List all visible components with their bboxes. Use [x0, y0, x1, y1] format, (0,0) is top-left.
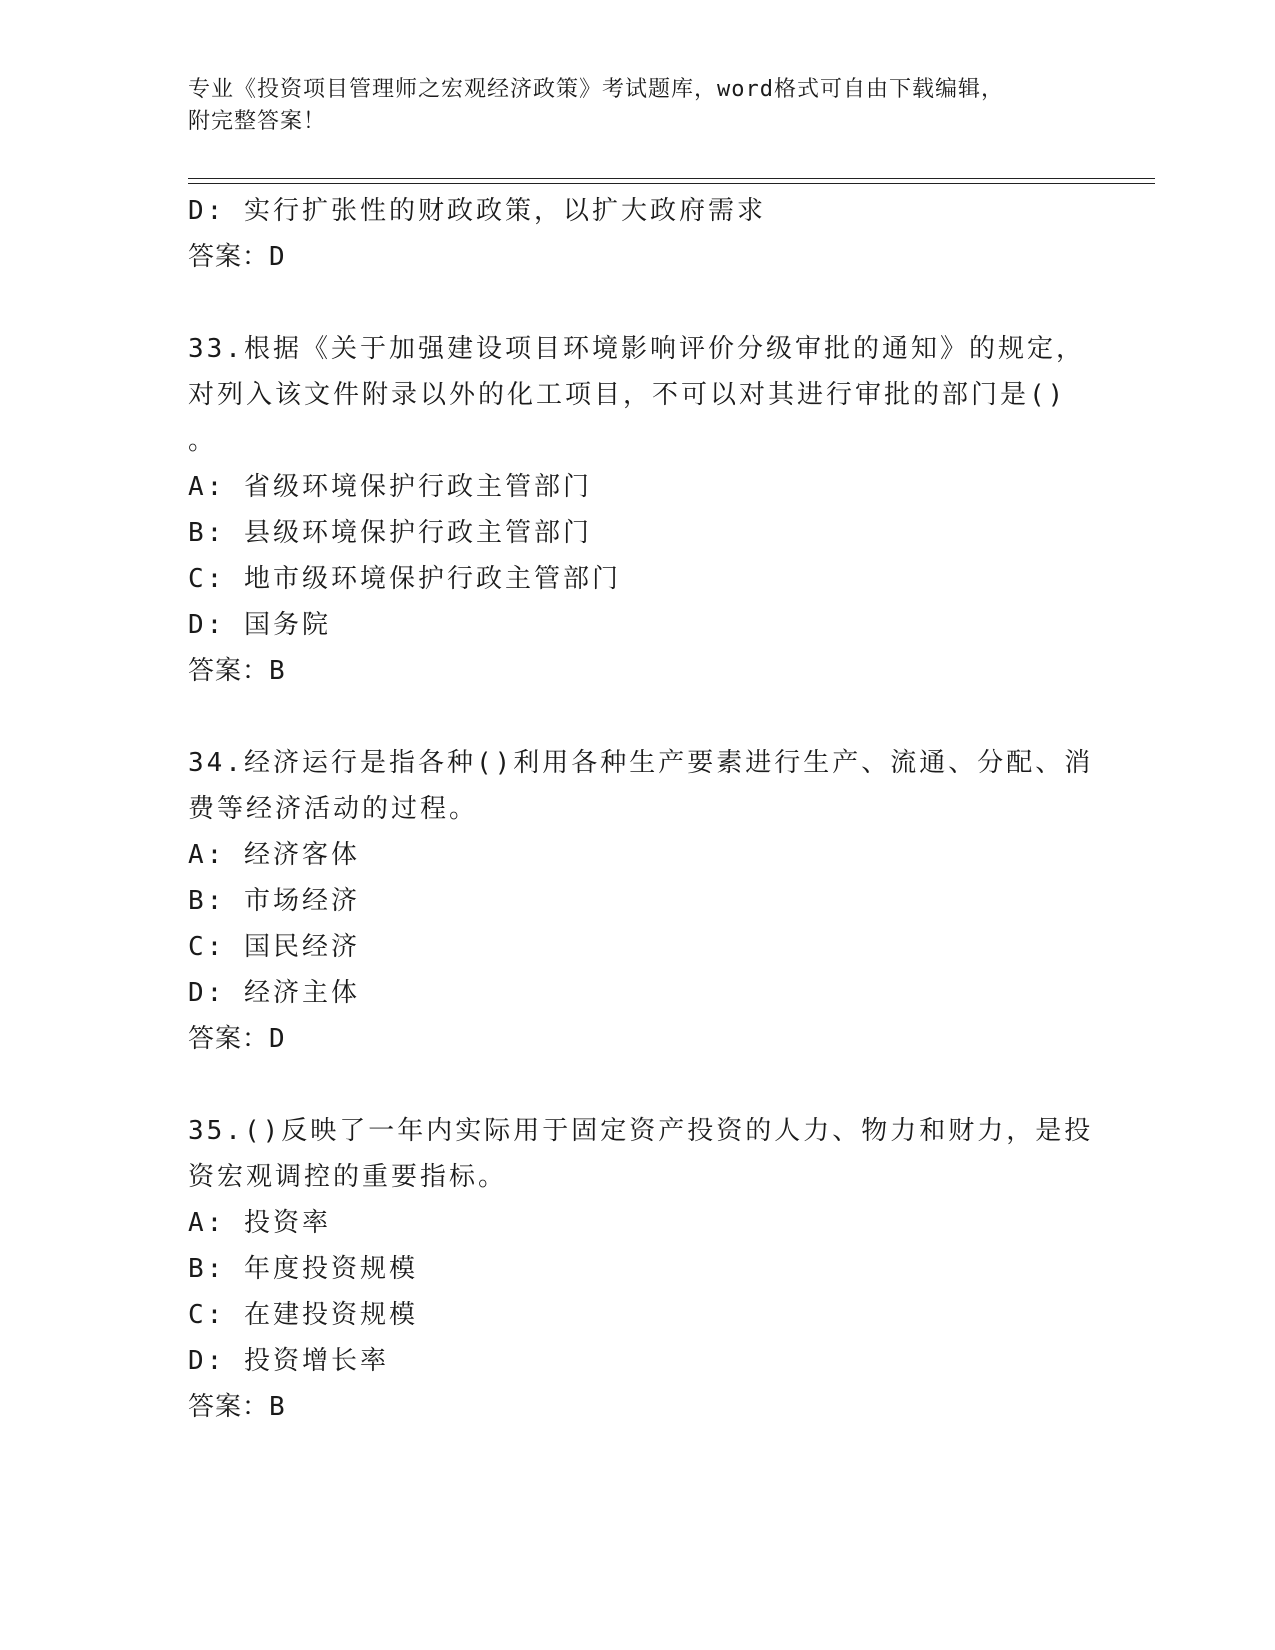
- option-d: D: 经济主体: [188, 978, 360, 1008]
- question-33: [188, 326, 1088, 694]
- question-content: [188, 188, 1094, 1430]
- question-34: [188, 740, 1094, 1062]
- question-text-line: 35.()反映了一年内实际用于固定资产投资的人力、物力和财力，是投: [188, 1116, 1094, 1146]
- option-a: A: 投资率: [188, 1208, 331, 1238]
- page-header: [188, 74, 1088, 138]
- answer: 答案：B: [188, 656, 286, 686]
- spacer: [188, 280, 1088, 326]
- header-line-2: 附完整答案！: [188, 109, 327, 134]
- option-a: A: 经济客体: [188, 840, 360, 870]
- question-text-line: 对列入该文件附录以外的化工项目，不可以对其进行审批的部门是(): [188, 380, 1067, 410]
- option-b: B: 市场经济: [188, 886, 360, 916]
- option-d: D: 国务院: [188, 610, 331, 640]
- option-c: C: 地市级环境保护行政主管部门: [188, 564, 621, 594]
- question-text-line: 费等经济活动的过程。: [188, 794, 479, 824]
- question-text-line: 。: [188, 426, 218, 456]
- question-text-line: 33.根据《关于加强建设项目环境影响评价分级审批的通知》的规定，: [188, 334, 1085, 364]
- carryover-option-d: D: 实行扩张性的财政政策，以扩大政府需求: [188, 196, 766, 226]
- answer: 答案：D: [188, 1024, 286, 1054]
- question-text-line: 资宏观调控的重要指标。: [188, 1162, 508, 1192]
- option-c: C: 国民经济: [188, 932, 360, 962]
- option-d: D: 投资增长率: [188, 1346, 389, 1376]
- option-b: B: 年度投资规模: [188, 1254, 418, 1284]
- question-text-line: 34.经济运行是指各种()利用各种生产要素进行生产、流通、分配、消: [188, 748, 1094, 778]
- option-c: C: 在建投资规模: [188, 1300, 418, 1330]
- header-rule-bottom: [188, 183, 1155, 184]
- header-line-1: 专业《投资项目管理师之宏观经济政策》考试题库，word格式可自由下载编辑，: [188, 77, 1004, 102]
- answer: 答案：B: [188, 1392, 286, 1422]
- spacer: [188, 694, 1088, 740]
- spacer: [188, 1062, 1088, 1108]
- header-rule-top: [188, 178, 1155, 179]
- option-a: A: 省级环境保护行政主管部门: [188, 472, 592, 502]
- question-35: [188, 1108, 1094, 1430]
- carryover-answer: 答案：D: [188, 242, 286, 272]
- option-b: B: 县级环境保护行政主管部门: [188, 518, 592, 548]
